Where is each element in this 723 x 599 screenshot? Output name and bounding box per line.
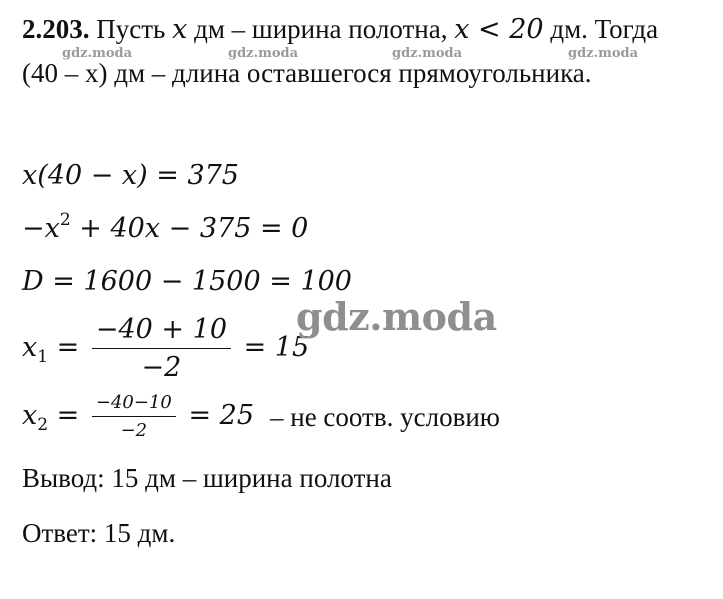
eq2-part-a: −x xyxy=(22,213,60,244)
watermark-small-4: gdz.moda xyxy=(568,46,639,61)
problem-line-2: (40 – x) дм – длина оставшегося прямоугольника. xyxy=(22,58,592,88)
x2-eq: = xyxy=(48,400,80,431)
eq2-exponent: 2 xyxy=(59,210,71,230)
problem-text-b: дм – ширина полотна, xyxy=(187,14,455,44)
watermark-small-1: gdz.moda xyxy=(62,46,133,61)
problem-line-1 xyxy=(22,14,658,45)
x1-numerator: −40 + 10 xyxy=(92,314,231,349)
x1-sub: 1 xyxy=(37,347,49,367)
root-x2 xyxy=(22,392,254,441)
equation-2 xyxy=(22,210,309,244)
x1-eq: = xyxy=(48,332,80,363)
x2-fraction xyxy=(92,392,176,441)
watermark-small-3: gdz.moda xyxy=(392,46,463,61)
x2-result: = 25 xyxy=(188,400,255,431)
watermark-big: gdz.moda xyxy=(296,294,497,339)
variable-x: x xyxy=(172,14,188,45)
x2-numerator: −40−10 xyxy=(92,392,176,417)
condition: x < 20 xyxy=(454,14,544,45)
x1-denominator: −2 xyxy=(141,352,182,383)
answer: Ответ: 15 дм. xyxy=(22,518,176,548)
x2-sub: 2 xyxy=(37,415,49,435)
problem-number: 2.203. xyxy=(22,14,90,44)
x1-var: x xyxy=(22,332,38,363)
discriminant: D = 1600 − 1500 = 100 xyxy=(22,266,352,297)
conclusion: Вывод: 15 дм – ширина полотна xyxy=(22,463,392,493)
problem-text-c: дм. Тогда xyxy=(543,14,659,44)
root-x1 xyxy=(22,314,309,383)
x2-denominator: −2 xyxy=(120,420,148,441)
x1-result: = 15 xyxy=(243,332,310,363)
watermark-small-2: gdz.moda xyxy=(228,46,299,61)
equation-1: x(40 − x) = 375 xyxy=(22,160,239,191)
eq2-part-b: + 40x − 375 = 0 xyxy=(70,213,309,244)
x1-fraction xyxy=(92,314,231,383)
x2-note: – не соотв. условию xyxy=(270,402,500,432)
x2-var: x xyxy=(22,400,38,431)
problem-text-a: Пусть xyxy=(96,14,173,44)
